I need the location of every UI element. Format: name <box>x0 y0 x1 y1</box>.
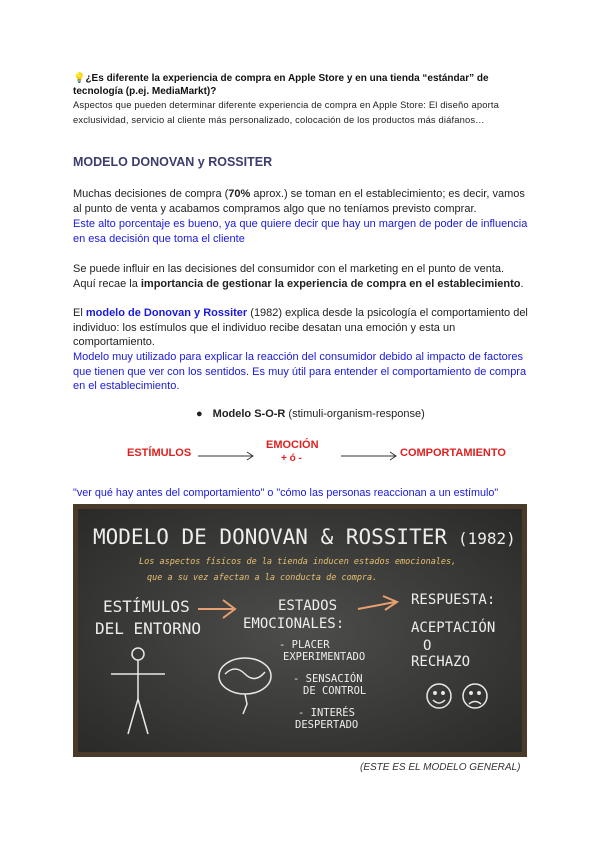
lightbulb-icon: 💡 <box>73 73 86 84</box>
board-item1-b: EXPERIMENTADO <box>283 651 366 663</box>
paragraph-2 <box>73 262 533 291</box>
board-title: MODELO DE DONOVAN & ROSSITER <box>93 525 448 549</box>
paragraph-3-note: Modelo muy utilizado para explicar la reacción del consumidor debido al impacto de factores que tienen que ver con los sentidos. Es muy útil para entender el comportamiento de compra en el establecimiento. <box>73 351 527 392</box>
section-title: MODELO DONOVAN y ROSSITER <box>73 155 273 169</box>
chalkboard-image <box>73 504 527 757</box>
question-title <box>73 72 533 98</box>
board-item3-a: - INTERÉS <box>298 707 355 719</box>
sor-diagram <box>73 437 533 477</box>
board-col2-b: EMOCIONALES: <box>243 616 345 632</box>
p3-text-b: (1982) explica desde la psicología el comportamiento del individuo: los estímulos que el individuo recibe desatan una emoción y esta un comportamiento. <box>73 307 528 348</box>
p3-text-a: El <box>73 307 86 319</box>
paragraph-3 <box>73 306 528 350</box>
p3-bold: modelo de Donovan y Rossiter <box>85 307 248 319</box>
paragraph-1 <box>73 187 528 216</box>
bullet-item <box>196 407 425 422</box>
arrow-right-icon <box>198 451 258 461</box>
bullet-dot: ● <box>196 408 203 420</box>
p2-line2 <box>73 277 533 292</box>
board-item3-b: DESPERTADO <box>295 719 359 731</box>
board-subtitle-2: que a su vez afectan a la conducta de compra. <box>147 573 378 583</box>
quote-line: "ver qué hay antes del comportamiento" o "cómo las personas reaccionan a un estímulo" <box>73 487 499 499</box>
question-title-text: ¿Es diferente la experiencia de compra en Apple Store y en una tienda “estándar” de tecnología (p.ej. MediaMarkt)? <box>73 73 489 97</box>
sor-emotion-sub: + ó - <box>281 453 302 464</box>
p1-text-a: Muchas decisiones de compra ( <box>73 188 229 200</box>
board-item1-a: - PLACER <box>279 639 330 651</box>
p2-text-b: . <box>520 277 524 290</box>
sor-emotion: EMOCIÓN <box>266 439 319 451</box>
board-col1-b: DEL ENTORNO <box>95 619 201 638</box>
board-col3: RESPUESTA: <box>411 592 496 608</box>
board-resp1: ACEPTACIÓN <box>411 620 496 636</box>
p1-text-b: aprox.) se toman en el establecimiento; es decir, vamos al punto de venta y acabamos compramos algo que no teníamos previsto comprar. <box>73 188 525 215</box>
p2-text-a: Aquí recae la <box>73 277 141 290</box>
board-resp2: O <box>423 638 432 654</box>
board-col2-a: ESTADOS <box>278 598 338 614</box>
board-subtitle-1: Los aspectos físicos de la tienda inducen estados emocionales, <box>139 557 457 567</box>
board-year: (1982) <box>458 529 516 548</box>
p1-bold: 70% <box>228 188 251 200</box>
arrow-right-icon <box>341 451 401 461</box>
sor-stimuli: ESTÍMULOS <box>127 447 192 459</box>
bullet-rest: (stimuli-organism-response) <box>285 408 425 420</box>
board-item2-a: - SENSACIÓN <box>293 673 363 685</box>
sor-behavior: COMPORTAMIENTO <box>400 447 506 459</box>
p2-line1: Se puede influir en las decisiones del consumidor con el marketing en el punto de venta. <box>73 263 505 275</box>
paragraph-1-note: Este alto porcentaje es bueno, ya que quiere decir que hay un margen de poder de influencia en esa decisión que toma el cliente <box>73 218 528 245</box>
bullet-bold: Modelo S-O-R <box>212 408 286 420</box>
board-col1-a: ESTÍMULOS <box>103 597 190 616</box>
board-resp3: RECHAZO <box>411 654 471 670</box>
board-item2-b: DE CONTROL <box>303 685 367 697</box>
question-answer: Aspectos que pueden determinar diferente experiencia de compra en Apple Store: El diseño aporta exclusividad, servicio al cliente más personalizado, colocación de los productos más diáfanos… <box>73 99 499 125</box>
image-caption: (ESTE ES EL MODELO GENERAL) <box>360 762 521 773</box>
p2-bold: importancia de gestionar la experiencia de compra en el establecimiento <box>140 277 521 290</box>
